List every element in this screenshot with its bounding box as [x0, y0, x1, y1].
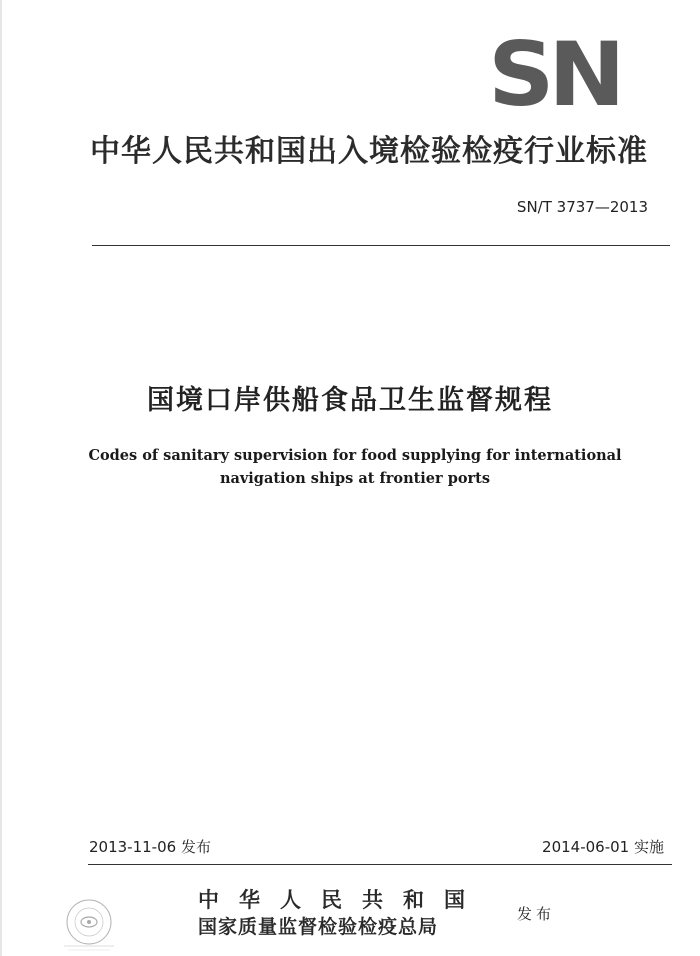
org-title: 中华人民共和国出入境检验检疫行业标准: [90, 134, 648, 169]
issuer-country: 中华人民共和国: [198, 887, 485, 912]
implementation-date: 2014-06-01 实施: [542, 838, 664, 856]
sn-logo: SN: [488, 23, 620, 126]
circular-stamp-icon: [58, 896, 120, 952]
english-title: [80, 444, 630, 490]
page-edge-shadow: [0, 0, 2, 956]
english-title-line-2: navigation ships at frontier ports: [219, 470, 491, 487]
issuer-action: 发布: [517, 905, 556, 923]
english-title-line-1: Codes of sanitary supervision for food supplying for international: [88, 447, 622, 464]
issue-date: 2013-11-06 发布: [89, 838, 211, 856]
bottom-divider: [88, 864, 672, 865]
chinese-title: 国境口岸供船食品卫生监督规程: [147, 385, 553, 416]
standard-code: SN/T 3737—2013: [516, 198, 648, 216]
top-divider: [92, 245, 670, 246]
issuer-agency: 国家质量监督检验检疫总局: [198, 916, 439, 938]
